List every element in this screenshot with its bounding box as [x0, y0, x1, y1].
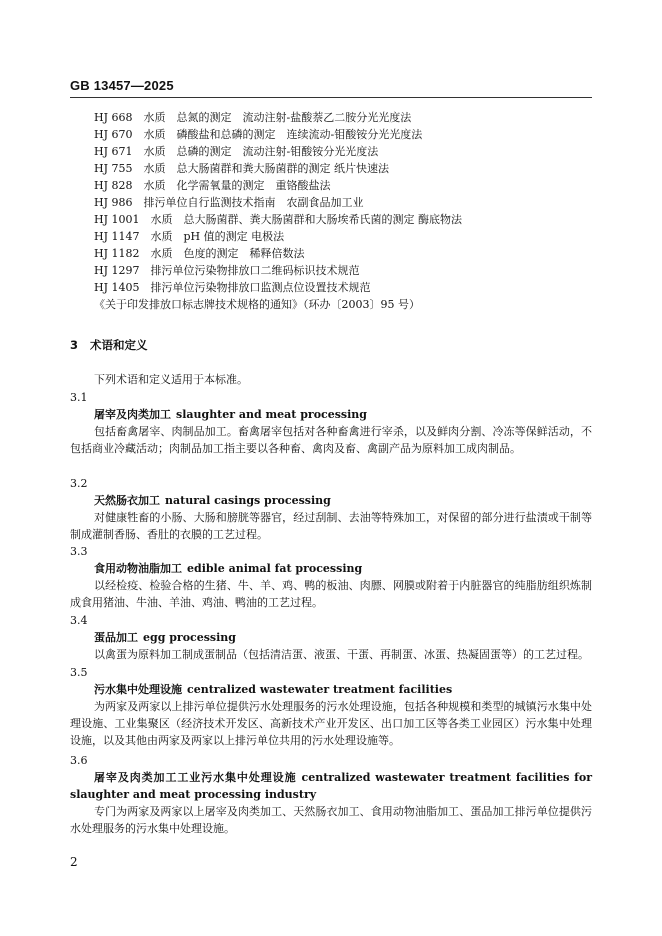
section-number: 3 — [70, 338, 79, 352]
term-heading — [94, 492, 331, 509]
term-definition: 专门为两家及两家以上屠宰及肉类加工、天然肠衣加工、食用动物油脂加工、蛋品加工排污单位提供污水处理服务的污水集中处理设施。 — [70, 805, 592, 835]
reference-item: HJ 986 排污单位自行监测技术指南 农副食品加工业 — [94, 196, 364, 209]
term-definition: 对健康牲畜的小肠、大肠和膀胱等器官，经过刮制、去油等特殊加工，对保留的部分进行盐渍或干制等制成灌制香肠、香肚的衣膜的工艺过程。 — [70, 511, 592, 541]
term-heading — [94, 629, 236, 646]
reference-item: HJ 671 水质 总磷的测定 流动注射-钼酸铵分光光度法 — [94, 145, 379, 158]
reference-item: HJ 668 水质 总氮的测定 流动注射-盐酸萘乙二胺分光光度法 — [94, 111, 412, 124]
term-english: centralized wastewater treatment facilities — [187, 683, 453, 696]
term-chinese: 污水集中处理设施 — [94, 683, 182, 696]
page-number: 2 — [70, 855, 78, 869]
reference-item: HJ 1297 排污单位污染物排放口二维码标识技术规范 — [94, 264, 360, 277]
term-number: 3.1 — [70, 391, 88, 404]
reference-item: 《关于印发排放口标志牌技术规格的通知》（环办〔2003〕95 号） — [94, 298, 420, 311]
term-chinese: 食用动物油脂加工 — [94, 562, 182, 575]
standard-header: GB 13457—2025 — [70, 78, 174, 93]
term-heading — [94, 560, 362, 577]
term-number: 3.2 — [70, 477, 88, 490]
reference-item: HJ 828 水质 化学需氧量的测定 重铬酸盐法 — [94, 179, 331, 192]
reference-item: HJ 1182 水质 色度的测定 稀释倍数法 — [94, 247, 305, 260]
term-heading — [94, 406, 367, 423]
section-title: 术语和定义 — [90, 338, 148, 352]
term-english: slaughter and meat processing — [176, 408, 367, 421]
section-heading — [70, 337, 148, 353]
term-definition: 包括畜禽屠宰、肉制品加工。畜禽屠宰包括对各种畜禽进行宰杀，以及鲜肉分割、冷冻等保鲜活动，不包括商业冷藏活动；肉制品加工指主要以各种畜、禽肉及畜、禽副产品为原料加工成肉制品。 — [70, 425, 592, 455]
term-english: egg processing — [143, 631, 236, 644]
term-definition: 以经检疫、检验合格的生猪、牛、羊、鸡、鸭的板油、肉膘、网膜或附着于内脏器官的纯脂肪组织炼制成食用猪油、牛油、羊油、鸡油、鸭油的工艺过程。 — [70, 579, 592, 609]
reference-item: HJ 1001 水质 总大肠菌群、粪大肠菌群和大肠埃希氏菌的测定 酶底物法 — [94, 213, 462, 226]
term-number: 3.3 — [70, 545, 88, 558]
term-english: edible animal fat processing — [187, 562, 363, 575]
term-english: natural casings processing — [165, 494, 331, 507]
term-heading — [70, 769, 592, 803]
reference-item: HJ 1147 水质 pH 值的测定 电极法 — [94, 230, 285, 243]
section-intro: 下列术语和定义适用于本标准。 — [94, 373, 248, 386]
term-chinese: 天然肠衣加工 — [94, 494, 160, 507]
term-chinese: 蛋品加工 — [94, 631, 138, 644]
term-heading — [94, 681, 452, 698]
reference-item: HJ 755 水质 总大肠菌群和粪大肠菌群的测定 纸片快速法 — [94, 162, 389, 175]
reference-item: HJ 1405 排污单位污染物排放口监测点位设置技术规范 — [94, 281, 371, 294]
term-chinese: 屠宰及肉类加工工业污水集中处理设施 — [94, 771, 297, 784]
term-number: 3.4 — [70, 614, 88, 627]
header-divider — [70, 97, 592, 98]
term-number: 3.6 — [70, 754, 88, 767]
term-number: 3.5 — [70, 666, 88, 679]
term-definition: 为两家及两家以上排污单位提供污水处理服务的污水处理设施，包括各种规模和类型的城镇污水集中处理设施、工业集聚区（经济技术开发区、高新技术产业开发区、出口加工区等各类工业园区）污水集中处理设施，以及其他由两家及两家以上排污单位共用的污水处理设施等。 — [70, 700, 592, 747]
term-chinese: 屠宰及肉类加工 — [94, 408, 171, 421]
term-definition: 以禽蛋为原料加工制成蛋制品（包括清洁蛋、液蛋、干蛋、再制蛋、冰蛋、热凝固蛋等）的工艺过程。 — [94, 648, 589, 661]
reference-item: HJ 670 水质 磷酸盐和总磷的测定 连续流动-钼酸铵分光光度法 — [94, 128, 423, 141]
term-english: centralized wastewater treatment facilities for slaughter and meat processing industry — [70, 771, 593, 801]
normative-references-list — [94, 109, 594, 313]
